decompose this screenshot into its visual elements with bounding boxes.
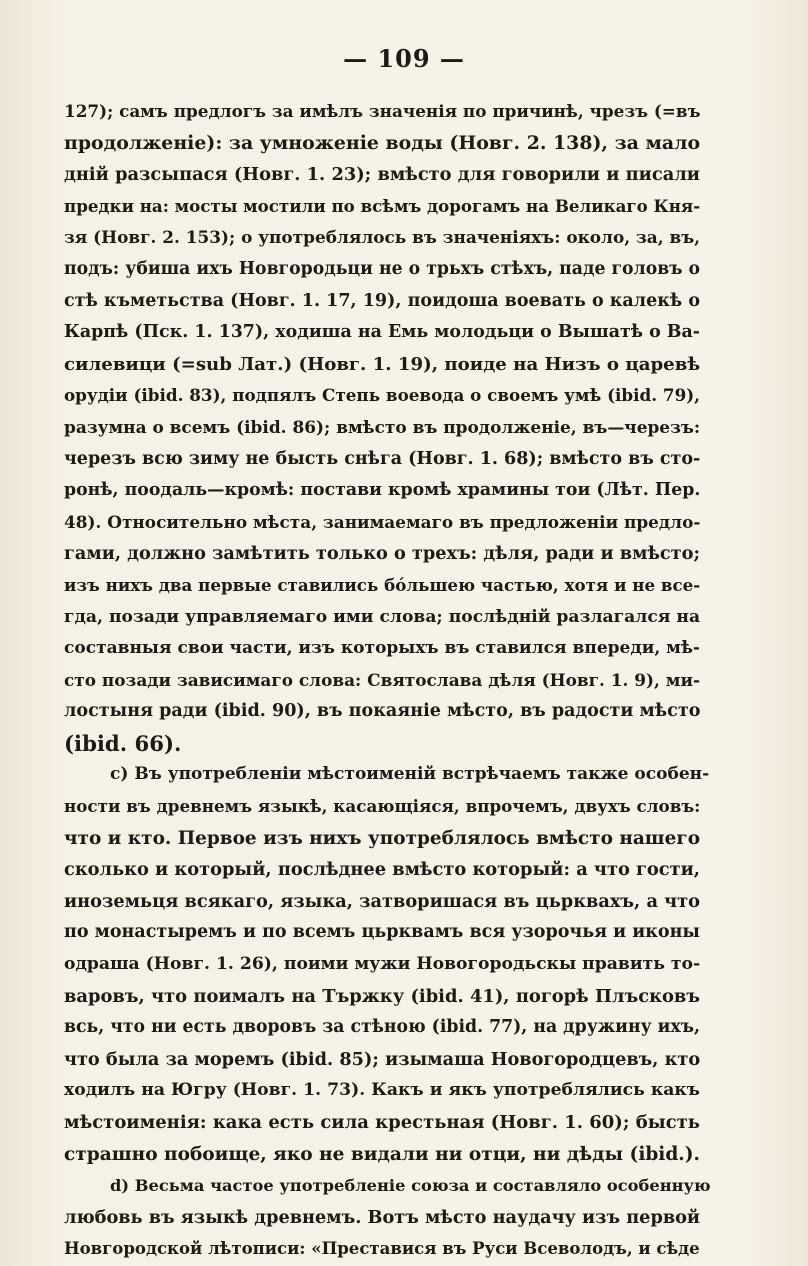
text-line: зя (Новг. 2. 153); о употреблялось въ значеніяхъ: около, за, въ,: [64, 227, 701, 248]
text-line: лостыня ради (ibid. 90), въ покаяніе мѣсто, въ радости мѣсто: [64, 701, 701, 722]
text-line: что и кто. Первое изъ нихъ употреблялось вмѣсто нашего: [64, 827, 700, 849]
text-line: (ibid. 66).: [64, 730, 182, 756]
text-line: гами, должно замѣтить только о трехъ: дѣля, ради и вмѣсто;: [64, 543, 700, 565]
text-line: варовъ, что поималъ на Тържку (ibid. 41), погорѣ Плъсковъ: [64, 985, 700, 1007]
text-line: силевици (=sub Лат.) (Новг. 1. 19), поиде на Низъ о царевѣ: [64, 353, 701, 375]
text-line: составныя свои части, изъ которыхъ въ ставился впереди, мѣ-: [64, 638, 700, 659]
text-line: мѣстоименія: кака есть сила крестьная (Новг. 1. 60); бысть: [64, 1112, 700, 1133]
text-line: 127); самъ предлогъ за имѣлъ значенія по причинѣ, чрезъ (=въ: [64, 101, 701, 121]
paragraph-c: [64, 759, 710, 1170]
text-line: разумна о всемъ (ibid. 86); вмѣсто въ продолженіе, въ—черезъ:: [64, 416, 701, 437]
text-line: страшно побоище, яко не видали ни отци, ни дѣды (ibid.).: [64, 1143, 700, 1165]
paragraph-d: [64, 1170, 711, 1265]
text-line: ности въ древнемъ языкѣ, касающіяся, впрочемъ, двухъ словъ:: [64, 796, 701, 817]
text-line: по монастыремъ и по всемъ цьрквамъ вся узорочья и иконы: [64, 922, 700, 943]
text-line: ходилъ на Югру (Новг. 1. 73). Какъ и якъ употреблялись какъ: [64, 1080, 700, 1101]
text-line: стѣ къметьства (Новг. 1. 17, 19), поидоша воевать о калекѣ о: [64, 290, 700, 311]
page-number: — 109 —: [343, 44, 465, 73]
text-line: Новгородской лѣтописи: «Преставися въ Руси Всеволодъ, и сѣде: [64, 1238, 700, 1259]
text-line: орудіи (ibid. 83), подпялъ Степь воевода о своемъ умѣ (ibid. 79),: [64, 385, 700, 406]
text-line: Карпѣ (Пск. 1. 137), ходиша на Емь молодьци о Вышатѣ о Ва-: [64, 322, 700, 343]
text-line: иноземьця всякаго, языка, затворишася въ цьрквахъ, а что: [64, 890, 700, 912]
text-line: изъ нихъ два первые ставились бóльшею частью, хотя и не все-: [64, 574, 701, 595]
text-line: сколько и который, послѣднее вмѣсто который: а что гости,: [64, 859, 700, 881]
text-line: предки на: мосты мостили по всѣмъ дорогамъ на Великаго Кня-: [64, 195, 701, 216]
text-line: всь, что ни есть дворовъ за стѣною (ibid. 77), на дружину ихъ,: [64, 1017, 700, 1038]
text-line: сто позади зависимаго слова: Святослава дѣля (Новг. 1. 9), ми-: [64, 669, 700, 690]
text-line: гда, позади управляемаго ими слова; послѣдній разлагался на: [64, 606, 701, 627]
text-line: ронѣ, поодаль—кромѣ: постави кромѣ храмины тои (Лѣт. Пер.: [64, 480, 701, 501]
text-line: c) Въ употребленіи мѣстоименій встрѣчаемъ также особен-: [110, 764, 710, 785]
text-line: подъ: убиша ихъ Новгородьци не о трьхъ стѣхъ, паде головъ о: [64, 258, 700, 279]
text-line: d) Весьма частое употребленіе союза и составляло особенную: [110, 1176, 711, 1196]
text-line: 48). Относительно мѣста, занимаемаго въ предложеніи предло-: [64, 511, 701, 532]
text-line: черезъ всю зиму не бысть снѣга (Новг. 1. 68); вмѣсто въ сто-: [64, 448, 701, 469]
text-line: любовь въ языкѣ древнемъ. Вотъ мѣсто наудачу изъ первой: [64, 1206, 701, 1228]
text-line: днiй разсыпася (Новг. 1. 23); вмѣсто для говорили и писали: [64, 164, 700, 186]
text-line: одраша (Новг. 1. 26), поими мужи Новогородьскы править то-: [64, 954, 701, 975]
body-text: [64, 96, 711, 1265]
text-line: продолженіе): за умноженіе воды (Новг. 2. 138), за мало: [64, 131, 701, 154]
paragraph-continued: [64, 96, 700, 759]
text-line: что была за моремъ (ibid. 85); изымаша Новогородцевъ, кто: [64, 1048, 701, 1070]
